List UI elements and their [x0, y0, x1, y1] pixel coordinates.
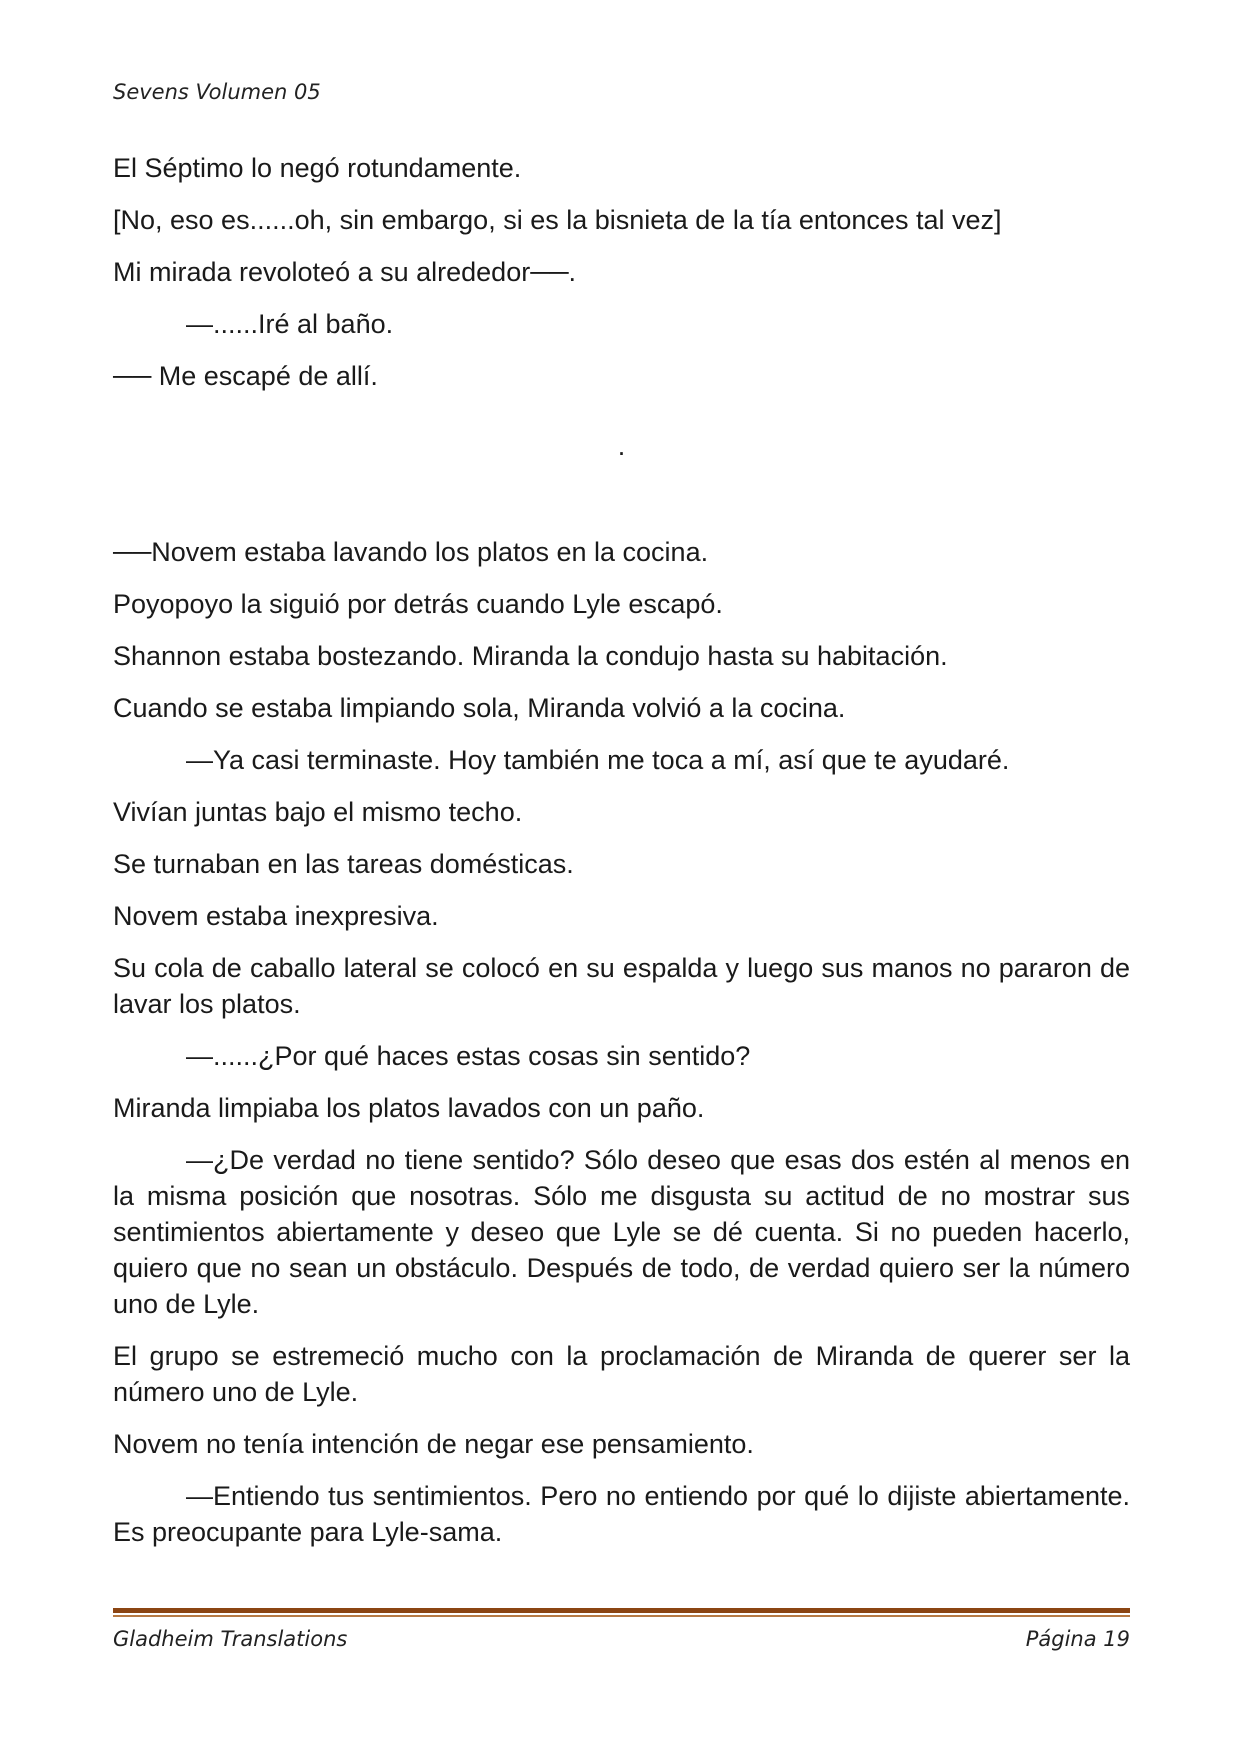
paragraph: El Séptimo lo negó rotundamente. [113, 153, 522, 183]
paragraph: ──Novem estaba lavando los platos en la cocina. [113, 537, 709, 567]
running-header: Sevens Volumen 05 [113, 80, 321, 104]
paragraph: Mi mirada revoloteó a su alrededor──. [113, 257, 576, 287]
paragraph: ── Me escapé de allí. [113, 361, 378, 391]
dialogue-paragraph: —Entiendo tus sentimientos. Pero no entiendo por qué lo dijiste abiertamente. Es preocupante para Lyle-sama. [113, 1481, 1130, 1547]
paragraph: Su cola de caballo lateral se colocó en su espalda y luego sus manos no pararon de lavar los platos. [113, 953, 1130, 1019]
page-number: Página 19 [1025, 1627, 1130, 1651]
footer-divider-thin [113, 1615, 1130, 1617]
footer-divider-thick [113, 1608, 1130, 1613]
paragraph: Miranda limpiaba los platos lavados con un paño. [113, 1093, 705, 1123]
footer-credit: Gladheim Translations [113, 1627, 348, 1651]
paragraph: Novem estaba inexpresiva. [113, 901, 439, 931]
paragraph: El grupo se estremeció mucho con la proclamación de Miranda de querer ser la número uno de Lyle. [113, 1341, 1130, 1407]
paragraph: Vivían juntas bajo el mismo techo. [113, 797, 523, 827]
paragraph: Se turnaban en las tareas domésticas. [113, 849, 574, 879]
paragraph: Novem no tenía intención de negar ese pensamiento. [113, 1429, 754, 1459]
scene-break: . [617, 431, 626, 461]
dialogue-paragraph: —¿De verdad no tiene sentido? Sólo deseo que esas dos estén al menos en la misma posición que nosotras. Sólo me disgusta su actitud de no mostrar sus sentimientos abiertamente y deseo que Lyle se dé cuenta. Si no pueden hacerlo, quiero que no sean un obstáculo. Después de todo, de verdad quiero ser la número uno de Lyle. [113, 1145, 1130, 1319]
dialogue-paragraph: —......¿Por qué haces estas cosas sin sentido? [186, 1041, 751, 1071]
paragraph: Cuando se estaba limpiando sola, Miranda volvió a la cocina. [113, 693, 846, 723]
dialogue-paragraph: —......Iré al baño. [186, 309, 394, 339]
page-body [113, 150, 1130, 1566]
paragraph: [No, eso es......oh, sin embargo, si es la bisnieta de la tía entonces tal vez] [113, 205, 1002, 235]
dialogue-paragraph: —Ya casi terminaste. Hoy también me toca a mí, así que te ayudaré. [186, 745, 1010, 775]
paragraph: Shannon estaba bostezando. Miranda la condujo hasta su habitación. [113, 641, 948, 671]
footer-divider [113, 1608, 1130, 1617]
paragraph: Poyopoyo la siguió por detrás cuando Lyle escapó. [113, 589, 723, 619]
